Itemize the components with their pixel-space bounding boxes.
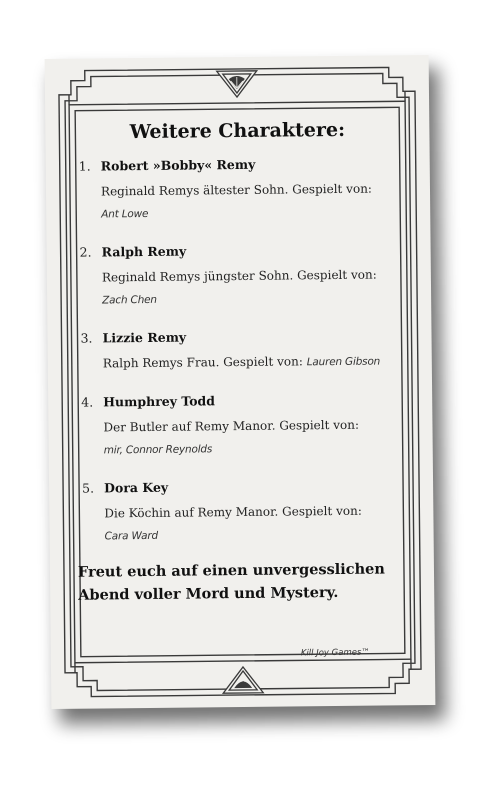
- character-item: [79, 242, 380, 307]
- closing-line-2: Abend voller Mord und Mystery.: [78, 583, 339, 604]
- character-number: 5.: [82, 480, 95, 496]
- actor-name: mir, Connor Reynolds: [103, 443, 213, 457]
- character-item: [78, 156, 379, 221]
- card-heading: Weitere Charaktere:: [129, 118, 346, 144]
- character-description: Reginald Remys jüngster Sohn. Gespielt von: Zach Chen: [101, 267, 377, 307]
- character-description: Die Köchin auf Remy Manor. Gespielt von: Cara Ward: [104, 503, 362, 543]
- invitation-card: [45, 55, 436, 709]
- character-item: [80, 328, 381, 371]
- character-number: 3.: [80, 330, 93, 346]
- character-item: [81, 392, 381, 457]
- actor-name: Ant Lowe: [101, 207, 149, 221]
- brand-logo: Kill Joy Games™: [300, 647, 370, 659]
- closing-line-1: Freut euch auf einen unvergesslichen: [77, 560, 385, 581]
- closing-text: [78, 557, 398, 606]
- actor-name: Zach Chen: [102, 293, 157, 307]
- actor-name: Cara Ward: [104, 529, 158, 543]
- actor-name: Lauren Gibson: [306, 355, 381, 369]
- character-number: 2.: [79, 244, 92, 260]
- character-name: Lizzie Remy: [102, 329, 187, 346]
- character-name: Ralph Remy: [101, 243, 187, 260]
- character-item: [82, 478, 382, 543]
- character-description: Der Butler auf Remy Manor. Gespielt von: mir, Connor Reynolds: [103, 417, 360, 457]
- character-name: Dora Key: [104, 479, 169, 496]
- character-description: Ralph Remys Frau. Gespielt von: Lauren Gibson: [102, 354, 381, 371]
- character-description: Reginald Remys ältester Sohn. Gespielt von: Ant Lowe: [100, 181, 372, 221]
- character-number: 1.: [78, 158, 91, 174]
- character-number: 4.: [81, 394, 94, 410]
- character-name: Robert »Bobby« Remy: [100, 156, 256, 174]
- character-name: Humphrey Todd: [103, 393, 216, 410]
